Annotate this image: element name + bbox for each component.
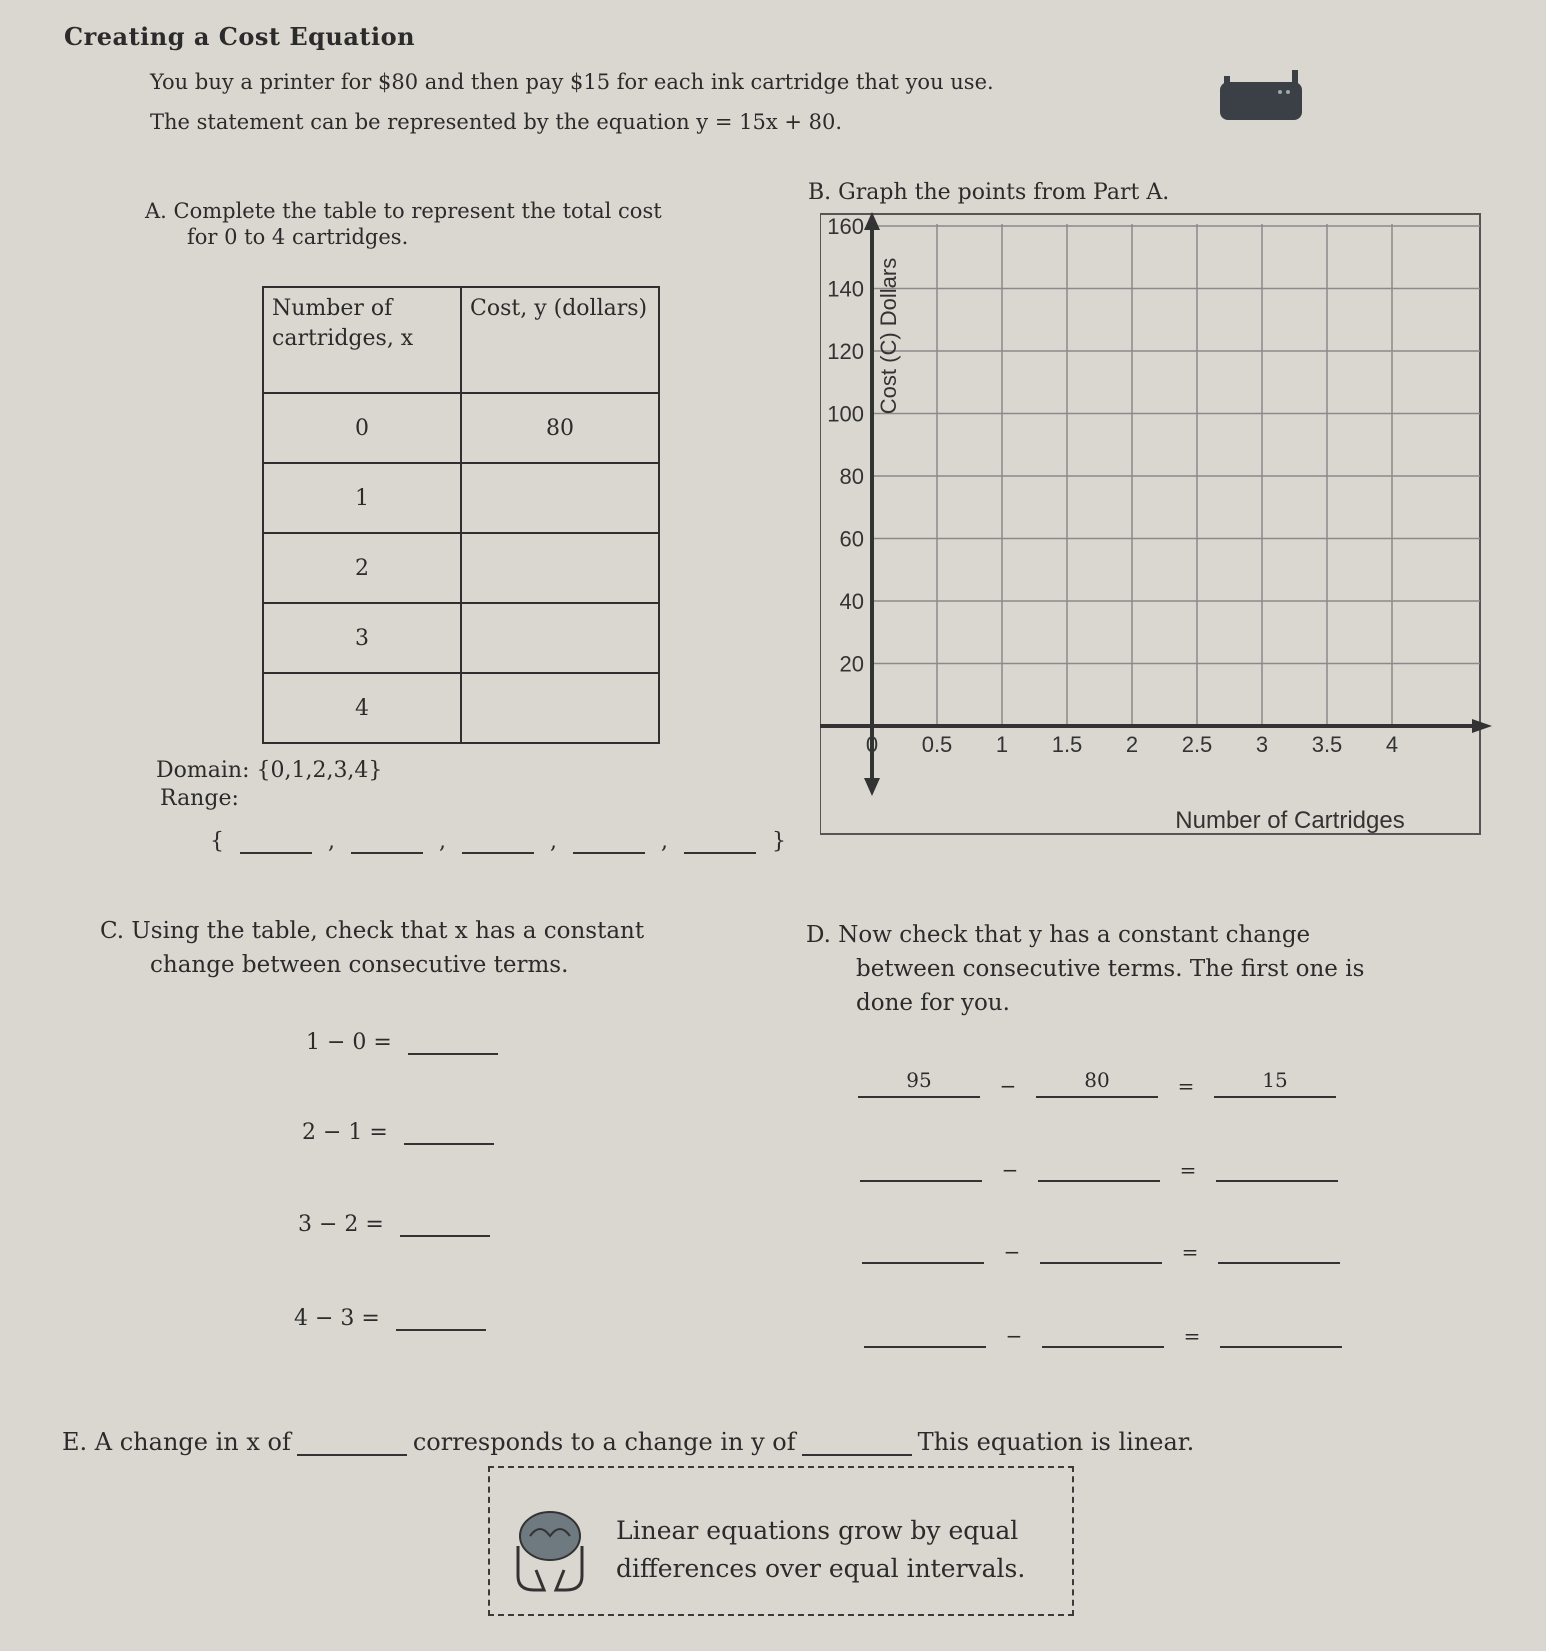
intro-line-2: The statement can be represented by the equation y = 15x + 80.	[150, 110, 843, 134]
range-separator: ,	[661, 829, 668, 854]
y-tick-label: 120	[827, 339, 864, 364]
x-difference-row	[294, 1306, 486, 1331]
page-title: Creating a Cost Equation	[64, 22, 416, 51]
y-value-b[interactable]	[1042, 1318, 1164, 1348]
y-tick-label: 20	[839, 651, 864, 677]
x-tick-label: 1.5	[1051, 732, 1083, 757]
part-e-statement	[62, 1428, 1194, 1456]
equals-sign: =	[1183, 1324, 1201, 1348]
y-value-a[interactable]	[862, 1234, 984, 1264]
range-blank[interactable]	[573, 828, 645, 854]
table-row	[263, 533, 659, 603]
x-difference-expression: 4 − 3 =	[294, 1306, 380, 1331]
graph-frame	[820, 214, 1480, 834]
x-difference-expression: 1 − 0 =	[306, 1030, 392, 1055]
domain-text: Domain: {0,1,2,3,4}	[156, 758, 383, 783]
part-d-instructions	[806, 918, 1506, 1020]
equals-sign: =	[1177, 1074, 1195, 1098]
cell-y[interactable]	[461, 603, 659, 673]
x-tick-label: 0	[865, 732, 879, 757]
tip-line-1: Linear equations grow by equal	[616, 1516, 1019, 1545]
y-difference[interactable]	[1218, 1234, 1340, 1264]
cell-y[interactable]	[461, 463, 659, 533]
y-difference[interactable]	[1220, 1318, 1342, 1348]
intro-line-1: You buy a printer for $80 and then pay $15 for each ink cartridge that you use.	[150, 70, 994, 94]
x-difference-row	[302, 1120, 494, 1145]
y-tick-label: 100	[827, 401, 864, 427]
table-row	[263, 463, 659, 533]
range-separator: ,	[439, 829, 446, 854]
x-difference-row	[306, 1030, 498, 1055]
cell-x: 2	[263, 533, 461, 603]
x-difference-answer[interactable]	[408, 1031, 498, 1055]
y-tick-label: 80	[839, 464, 864, 489]
part-c-line-2: change between consecutive terms.	[150, 952, 569, 978]
cell-y[interactable]	[461, 533, 659, 603]
minus-sign: −	[999, 1074, 1017, 1098]
part-e-text-1: E. A change in x of	[62, 1428, 291, 1456]
part-a-line-1: A. Complete the table to represent the total cost	[145, 199, 662, 223]
part-c-instructions	[100, 914, 750, 982]
range-blank[interactable]	[462, 828, 534, 854]
range-close-brace: }	[772, 829, 786, 854]
x-tick-label: 0.5	[921, 732, 953, 757]
minus-sign: −	[1005, 1324, 1023, 1348]
range-blank[interactable]	[351, 828, 423, 854]
cost-table	[262, 286, 660, 744]
table-row	[263, 603, 659, 673]
part-a-line-2: for 0 to 4 cartridges.	[187, 225, 409, 249]
tip-line-2: differences over equal intervals.	[616, 1554, 1026, 1583]
minus-sign: −	[1003, 1240, 1021, 1264]
intro-text	[150, 62, 1150, 142]
y-value-b[interactable]	[1040, 1234, 1162, 1264]
y-tick-label: 140	[827, 276, 864, 302]
y-value-b[interactable]	[1038, 1152, 1160, 1182]
table-header-row	[263, 287, 659, 393]
part-d-line-3: done for you.	[856, 990, 1010, 1016]
x-difference-answer[interactable]	[404, 1121, 494, 1145]
y-difference-row	[858, 1068, 1336, 1098]
y-value-a[interactable]	[864, 1318, 986, 1348]
part-e-text-2: corresponds to a change in y of	[412, 1428, 796, 1456]
range-set	[210, 828, 786, 854]
range-separator: ,	[328, 829, 335, 854]
x-axis-label: Number of Cartridges	[1175, 807, 1405, 834]
y-tick-label: 160	[827, 214, 864, 239]
x-difference-answer[interactable]	[396, 1307, 486, 1331]
x-difference-answer[interactable]	[400, 1213, 490, 1237]
brain-icon	[508, 1506, 592, 1596]
x-difference-expression: 3 − 2 =	[298, 1212, 384, 1237]
part-a-instructions	[145, 198, 765, 250]
y-difference[interactable]	[1216, 1152, 1338, 1182]
range-blank[interactable]	[684, 828, 756, 854]
equals-sign: =	[1179, 1158, 1197, 1182]
y-value-b[interactable]: 80	[1036, 1068, 1158, 1098]
part-d-line-1: D. Now check that y has a constant change	[806, 922, 1311, 948]
y-difference[interactable]: 15	[1214, 1068, 1336, 1098]
y-difference-row	[860, 1152, 1338, 1182]
equals-sign: =	[1181, 1240, 1199, 1264]
cell-x: 3	[263, 603, 461, 673]
cell-y[interactable]: 80	[461, 393, 659, 463]
range-open-brace: {	[210, 829, 224, 854]
y-difference-row	[864, 1318, 1342, 1348]
y-change-blank[interactable]	[802, 1430, 912, 1456]
x-tick-label: 3.5	[1311, 732, 1343, 757]
y-tick-label: 40	[839, 589, 864, 614]
cost-graph[interactable]	[820, 206, 1520, 846]
x-change-blank[interactable]	[297, 1430, 407, 1456]
header-cartridges: Number of cartridges, x	[263, 287, 461, 393]
y-axis-arrow-down	[864, 778, 880, 796]
part-e-text-3: This equation is linear.	[917, 1428, 1195, 1456]
cell-x: 0	[263, 393, 461, 463]
table-row	[263, 393, 659, 463]
x-tick-label: 4	[1385, 732, 1399, 757]
part-c-line-1: C. Using the table, check that x has a constant	[100, 918, 645, 944]
range-separator: ,	[550, 829, 557, 854]
tip-text	[616, 1512, 1025, 1588]
y-tick-label: 60	[839, 526, 864, 552]
printer-icon	[1218, 66, 1304, 124]
part-b-heading: B. Graph the points from Part A.	[808, 180, 1170, 205]
y-axis-label: Cost (C) Dollars	[876, 257, 901, 415]
minus-sign: −	[1001, 1158, 1019, 1182]
cell-x: 1	[263, 463, 461, 533]
range-label: Range:	[160, 786, 239, 811]
x-tick-label: 3	[1255, 732, 1269, 757]
y-value-a[interactable]: 95	[858, 1068, 980, 1098]
y-value-a[interactable]	[860, 1152, 982, 1182]
range-blank[interactable]	[240, 828, 312, 854]
cell-x: 4	[263, 673, 461, 743]
x-tick-label: 1	[995, 732, 1009, 757]
cell-y[interactable]	[461, 673, 659, 743]
header-cost: Cost, y (dollars)	[461, 287, 659, 393]
x-difference-row	[298, 1212, 490, 1237]
x-tick-label: 2.5	[1181, 732, 1213, 757]
y-difference-row	[862, 1234, 1340, 1264]
table-row	[263, 673, 659, 743]
part-d-line-2: between consecutive terms. The first one is	[856, 956, 1365, 982]
x-tick-label: 2	[1125, 732, 1139, 757]
x-difference-expression: 2 − 1 =	[302, 1120, 388, 1145]
x-axis-arrow-right	[1472, 719, 1492, 733]
